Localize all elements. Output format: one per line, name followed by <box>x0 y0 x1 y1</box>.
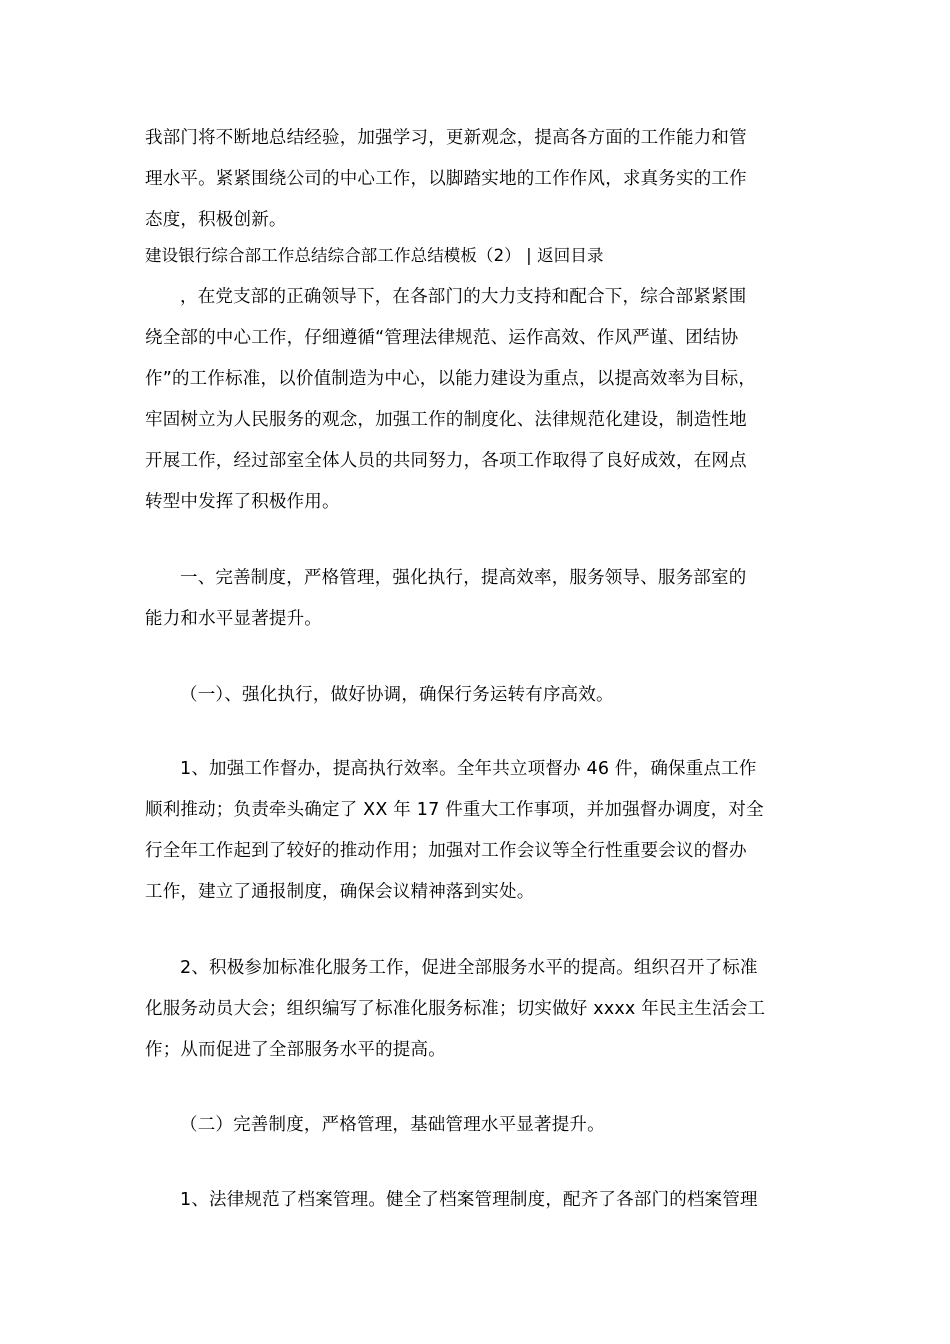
subsection-2-title: （二）完善制度，严格管理，基础管理水平显著提升。 <box>180 1115 605 1135</box>
para1-line-3: 作”的工作标准，以价值制造为中心，以能力建设为重点，以提高效率为目标， <box>145 369 757 389</box>
para1-line-6: 转型中发挥了积极作用。 <box>145 492 340 512</box>
section-heading-link[interactable]: 建设银行综合部工作总结综合部工作总结模板（2） | 返回目录 <box>145 246 604 265</box>
para1-line-2: 绕全部的中心工作，仔细遵循“管理法律规范、运作高效、作风严谨、团结协 <box>145 328 739 348</box>
section1-line-1: 一、完善制度，严格管理，强化执行，提高效率，服务领导、服务部室的 <box>180 568 747 588</box>
intro-line-3: 态度，积极创新。 <box>145 210 287 230</box>
item1-line-1: 1、加强工作督办，提高执行效率。全年共立项督办 46 件，确保重点工作 <box>180 759 757 779</box>
item2-line-2: 化服务动员大会；组织编写了标准化服务标准；切实做好 xxxx 年民主生活会工 <box>145 999 766 1019</box>
para1-line-4: 牢固树立为人民服务的观念，加强工作的制度化、法律规范化建设，制造性地 <box>145 410 747 430</box>
para1-line-5: 开展工作，经过部室全体人员的共同努力，各项工作取得了良好成效，在网点 <box>145 451 747 471</box>
item1-line-2: 顺利推动；负责牵头确定了 XX 年 17 件重大工作事项，并加强督办调度，对全 <box>145 800 764 820</box>
item3-line-1: 1、法律规范了档案管理。健全了档案管理制度，配齐了各部门的档案管理 <box>180 1190 758 1210</box>
item1-line-3: 行全年工作起到了较好的推动作用；加强对工作会议等全行性重要会议的督办 <box>145 841 747 861</box>
para1-line-1: ，在党支部的正确领导下，在各部门的大力支持和配合下，综合部紧紧围 <box>180 287 747 307</box>
intro-line-2: 理水平。紧紧围绕公司的中心工作，以脚踏实地的工作作风，求真务实的工作 <box>145 169 747 189</box>
section1-line-2: 能力和水平显著提升。 <box>145 609 322 629</box>
item2-line-3: 作；从而促进了全部服务水平的提高。 <box>145 1040 446 1060</box>
item1-line-4: 工作，建立了通报制度，确保会议精神落到实处。 <box>145 882 535 902</box>
item2-line-1: 2、积极参加标准化服务工作，促进全部服务水平的提高。组织召开了标准 <box>180 958 758 978</box>
subsection-1-title: （一）、强化执行，做好协调，确保行务运转有序高效。 <box>180 685 614 705</box>
intro-line-1: 我部门将不断地总结经验，加强学习，更新观念，提高各方面的工作能力和管 <box>145 128 747 148</box>
